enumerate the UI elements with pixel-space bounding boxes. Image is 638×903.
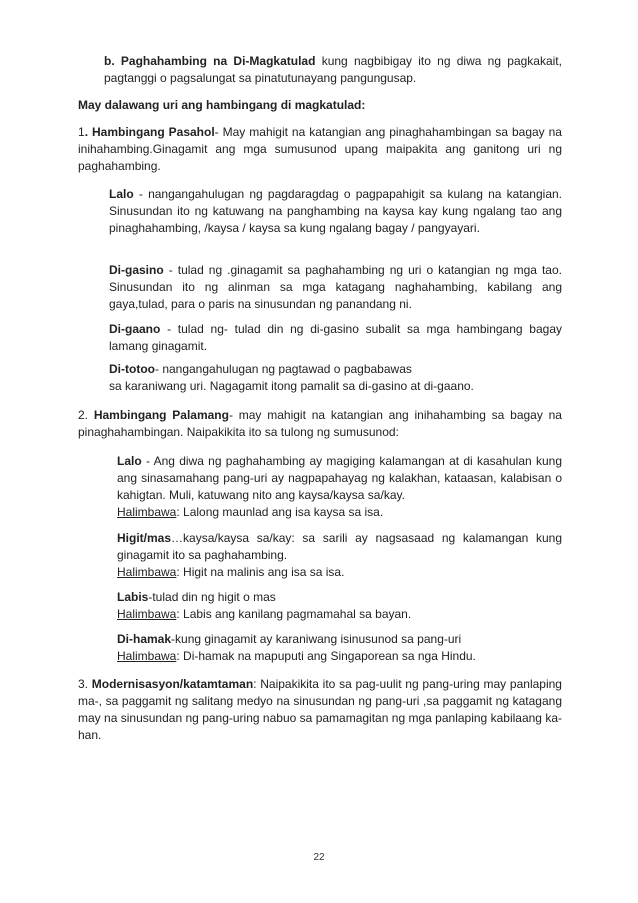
item-2-sub-lalo <box>117 453 562 521</box>
sub-text: - tulad ng- tulad din ng di-gasino subalit sa mga hambingang bagay lamang ginagamit. <box>109 322 562 353</box>
example-text: : Lalong maunlad ang isa kaysa sa isa. <box>176 505 384 519</box>
sub-term: Di-gaano <box>109 322 161 336</box>
item-2-sub-higit-mas <box>117 530 562 581</box>
item-2-sub-labis <box>117 589 562 623</box>
sub-text: - nangangahulugan ng pagdaragdag o pagpapahigit sa kulang na katangian. Sinusundan ito ng katuwang na panghambing na kaysa kay kung ngalang tao ang pinaghahambing, /kaysa / kaysa sa kung ngalang bagay / pangyayari. <box>109 187 562 235</box>
example-text: : Labis ang kanilang pagmamahal sa bayan. <box>176 607 412 621</box>
item-3-paragraph <box>78 676 562 744</box>
sub-term: Lalo <box>109 187 134 201</box>
item-1-sub-lalo <box>109 186 562 237</box>
sub-term: Higit/mas <box>117 531 172 545</box>
sub-text: - Ang diwa ng paghahambing ay magiging kalamangan at di kasahulan kung ang sinasamahang pang-uri ay nagpapahayag ng kalakhan, kataasan, kalabisan o kahigtan. Muli, katuwang nito ang kaysa/kaysa sa/kay. <box>117 454 562 502</box>
item-3-text: : Naipakikita ito sa pag-uulit ng pang-uring may panlaping ma-, sa paggamit ng salitang medyo na sinusundan ng pang-uri ,sa paggamit ng katagang may na sinusundan ng pang-uring nabuo sa pamamagitan ng mga panlaping kabilaang ka-han. <box>78 677 562 742</box>
example-label: Halimbawa <box>117 565 177 579</box>
example-label: Halimbawa <box>117 649 177 663</box>
item-3-term: Modernisasyon/katamtaman <box>91 677 254 691</box>
sub-text: …kaysa/kaysa sa/kay: sa sarili ay nagsasaad ng kalamangan kung ginagamit ito sa paghahambing. <box>117 531 562 562</box>
sub-term: Labis <box>117 590 149 604</box>
page-number: 22 <box>313 852 325 863</box>
item-1-paragraph <box>78 124 562 175</box>
item-2-text: - may mahigit na katangian ang inihahambing sa bagay na pinaghahambingan. Naipakikita ito sa tulong ng sumusunod: <box>78 408 562 439</box>
sub-text: - nangangahulugan ng pagtawad o pagbabawas <box>154 362 412 376</box>
item-2-sub-di-hamak <box>117 631 562 665</box>
section-b-term: Paghahambing na Di-Magkatulad <box>120 54 316 68</box>
item-1-sub-di-gaano <box>109 321 562 355</box>
intro-heading: May dalawang uri ang hambingang di magkatulad: <box>78 98 366 112</box>
item-1-term: . Hambingang Pasahol <box>84 125 215 139</box>
item-1-number: 1 <box>78 125 85 139</box>
section-b-paragraph <box>104 53 562 87</box>
sub-term: Di-hamak <box>117 632 172 646</box>
sub-text-line-2: sa karaniwang uri. Nagagamit itong pamalit sa di-gasino at di-gaano. <box>109 379 474 393</box>
sub-term: Lalo <box>117 454 142 468</box>
item-2-paragraph <box>78 407 562 441</box>
example-label: Halimbawa <box>117 607 177 621</box>
example-label: Halimbawa <box>117 505 177 519</box>
item-1-sub-di-gasino <box>109 262 562 313</box>
item-3-number: 3. <box>78 677 89 691</box>
sub-text: -kung ginagamit ay karaniwang isinusunod sa pang-uri <box>171 632 462 646</box>
example-text: : Di-hamak na mapuputi ang Singaporean sa nga Hindu. <box>176 649 476 663</box>
item-1-sub-di-totoo <box>109 361 562 395</box>
sub-term: Di-totoo <box>109 362 155 376</box>
item-2-term: Hambingang Palamang <box>93 408 229 422</box>
section-b-text: kung nagbibigay ito ng diwa ng pagkakait, pagtanggi o pagsalungat sa pinatutunayang pangungusap. <box>104 54 562 85</box>
section-b-marker: b. <box>104 54 115 68</box>
sub-text: - tulad ng .ginagamit sa paghahambing ng uri o katangian ng mga tao. Sinusundan ito ng alinman sa mga katagang naghahambing, kabilang ang gaya,tulad, para o paris na sinusundan ng panandang ni. <box>109 263 562 311</box>
item-1-text: - May mahigit na katangian ang pinaghahambingan sa bagay na inihahambing.Ginagamit ang mga sumusunod upang maipakita ang ganitong uri ng paghahambing. <box>78 125 562 173</box>
item-2-number: 2. <box>78 408 89 422</box>
sub-text: -tulad din ng higit o mas <box>148 590 276 604</box>
sub-term: Di-gasino <box>109 263 164 277</box>
example-text: : Higit na malinis ang isa sa isa. <box>176 565 345 579</box>
